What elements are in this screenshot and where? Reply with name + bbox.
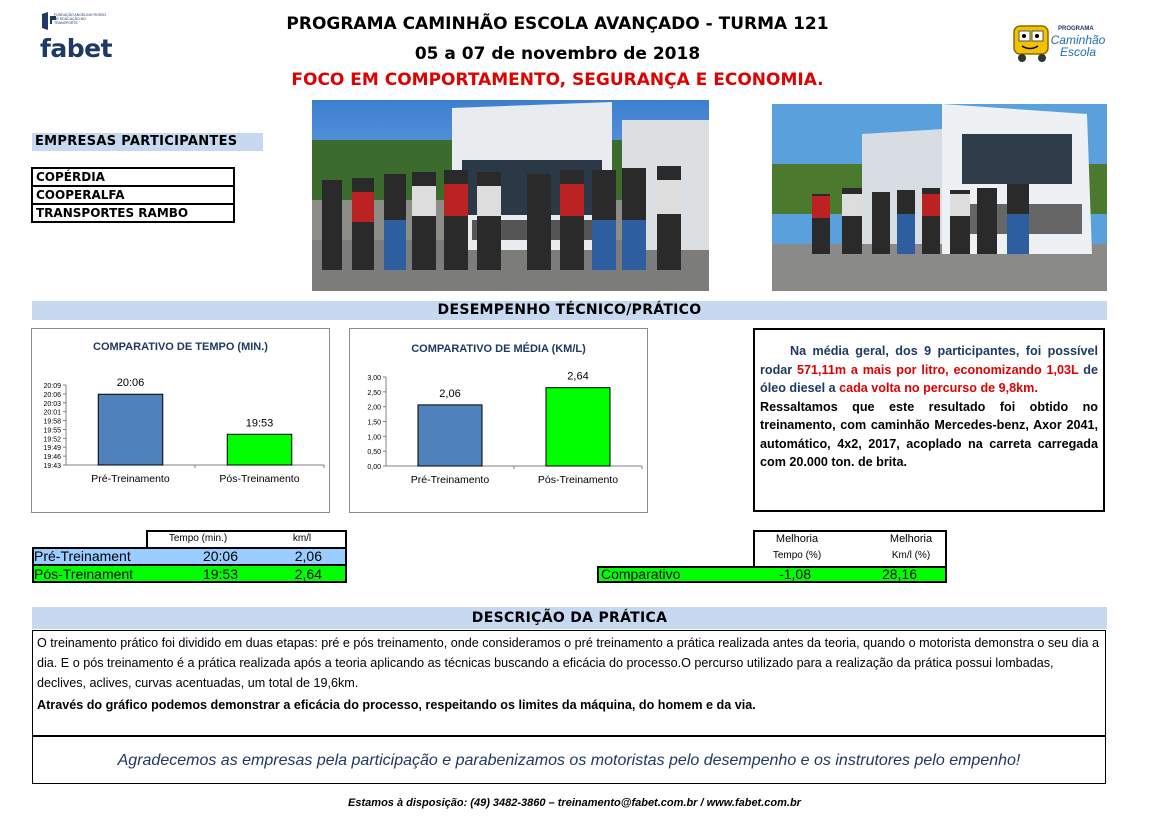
y-tick-label: 1,50	[367, 419, 381, 427]
improvement-col-time-2: Tempo (%)	[772, 550, 822, 561]
summary-part-d: cada volta no percurso de 9,8km.	[839, 381, 1038, 395]
y-tick-label: 0,00	[367, 464, 381, 471]
y-tick-label: 0,50	[367, 449, 381, 457]
bar	[227, 434, 292, 465]
improvement-col-kml-2: Km/l (%)	[891, 550, 931, 561]
y-tick-label: 1,00	[367, 434, 381, 442]
performance-heading: DESEMPENHO TÉCNICO/PRÁTICO	[32, 301, 1107, 320]
group-photo-1	[312, 100, 709, 291]
fabet-logo-text: fabet	[40, 34, 113, 63]
results-col-time: Tempo (min.)	[168, 533, 228, 544]
x-category-label: Pós-Treinamento	[219, 473, 300, 485]
description-bold: Através do gráfico podemos demonstrar a eficácia do processo, respeitando os limites da máquina, do homem e da via.	[37, 698, 756, 712]
fabet-logo-small: FUNDAÇÃO ANGELINO ROSSO DE EDUCAÇÃO NO TRANSPORTE	[54, 13, 107, 25]
x-category-label: Pós-Treinamento	[537, 474, 619, 486]
summary-part-2: Ressaltamos que este resultado foi obtido no treinamento, com caminhão Mercedes-benz, Axor 2041, automático, 4x2, 2017, acoplado na carreta carregada com 20.000 ton. de brita.	[760, 399, 1098, 469]
x-category-label: Pré-Treinamento	[410, 474, 490, 486]
summary-part-b: 571,11m a mais por litro, economizando 1,03L	[797, 362, 1079, 377]
fabet-logo	[38, 10, 113, 66]
row-label: Comparativo	[601, 566, 681, 582]
y-tick-label: 20:09	[43, 383, 61, 390]
summary-box	[753, 328, 1105, 512]
bar-data-label: 2,06	[439, 387, 461, 400]
page-dates: 05 a 07 de novembro de 2018	[414, 44, 701, 64]
y-tick-label: 20:03	[43, 400, 61, 408]
thanks-message: Agradecemos as empresas pela participação e parabenizamos os motoristas pelo desempenho e os instrutores pelo empenho!	[32, 736, 1106, 784]
bar-data-label: 2,64	[567, 370, 589, 383]
y-tick-label: 19:46	[43, 454, 61, 462]
description-heading: DESCRIÇÃO DA PRÁTICA	[32, 607, 1107, 629]
y-tick-label: 19:43	[43, 463, 61, 470]
y-tick-label: 3,00	[367, 375, 381, 382]
row-kml: 2,64	[294, 566, 322, 582]
row-label: Pré-Treinament	[34, 548, 131, 564]
y-tick-label: 19:55	[43, 427, 61, 435]
y-tick-label: 19:52	[43, 436, 61, 444]
improvement-kml-value: 28,16	[881, 566, 917, 582]
companies-list	[31, 167, 235, 223]
improvement-time-value: -1,08	[779, 566, 811, 582]
program-logo-text: Caminhão Escola	[1050, 33, 1106, 59]
row-kml: 2,06	[294, 548, 322, 564]
y-tick-label: 19:58	[43, 418, 61, 426]
program-logo	[1010, 12, 1106, 68]
y-tick-label: 19:49	[43, 445, 61, 453]
description-text: O treinamento prático foi dividido em duas etapas: pré e pós treinamento, onde consideramos o pré treinamento a prática realizada antes da teoria, quando o motorista demonstra o seu dia a dia. E o pós treinamento é a prática realizada após a teoria aplicando as técnicas buscando a eficácia do processo.O percurso utilizado para a realização da prática possui lombadas, declives, aclives, curvas acentuadas, um total de 19,6km.	[37, 636, 1099, 690]
description-box	[32, 630, 1106, 736]
summary-part-c: de óleo diesel a	[760, 362, 1098, 395]
bar-data-label: 20:06	[116, 377, 145, 390]
bar	[98, 394, 163, 465]
companies-heading: EMPRESAS PARTICIPANTES	[32, 133, 263, 151]
y-tick-label: 2,50	[367, 389, 381, 397]
results-col-kml: km/l	[292, 533, 312, 544]
page-title: PROGRAMA CAMINHÃO ESCOLA AVANÇADO - TURMA 121	[286, 14, 829, 34]
summary-part-a: Na média geral, dos 9 participantes, foi possível rodar	[760, 344, 1098, 377]
company-item: COPÉRDIA	[33, 169, 233, 187]
kml-chart-title: COMPARATIVO DE MÉDIA (KM/L)	[411, 343, 586, 355]
row-time: 19:53	[202, 566, 238, 582]
row-label: Pós-Treinament	[34, 566, 134, 582]
company-item: TRANSPORTES RAMBO	[36, 206, 189, 220]
row-time: 20:06	[202, 548, 238, 564]
y-tick-label: 20:01	[43, 409, 61, 417]
program-logo-top: PROGRAMA	[1058, 26, 1094, 32]
improvement-col-time-1: Melhoria	[775, 533, 819, 545]
company-item: COOPERALFA	[33, 187, 233, 205]
group-photo-2	[772, 104, 1107, 291]
time-chart	[31, 328, 330, 513]
bar	[546, 388, 610, 466]
time-chart-title: COMPARATIVO DE TEMPO (MIN.)	[93, 341, 268, 353]
page-focus: FOCO EM COMPORTAMENTO, SEGURANÇA E ECONOMIA.	[291, 70, 824, 90]
y-tick-label: 20:06	[43, 391, 61, 399]
bar-data-label: 19:53	[245, 417, 274, 430]
bar	[418, 405, 482, 466]
kml-chart	[349, 328, 648, 513]
results-table	[32, 530, 347, 583]
y-tick-label: 2,00	[367, 404, 381, 412]
improvement-col-kml-1: Melhoria	[889, 533, 933, 545]
x-category-label: Pré-Treinamento	[91, 473, 170, 485]
improvement-table	[597, 530, 947, 583]
footer-contact: Estamos à disposição: (49) 3482-3860 – treinamento@fabet.com.br / www.fabet.com.br	[348, 797, 801, 809]
